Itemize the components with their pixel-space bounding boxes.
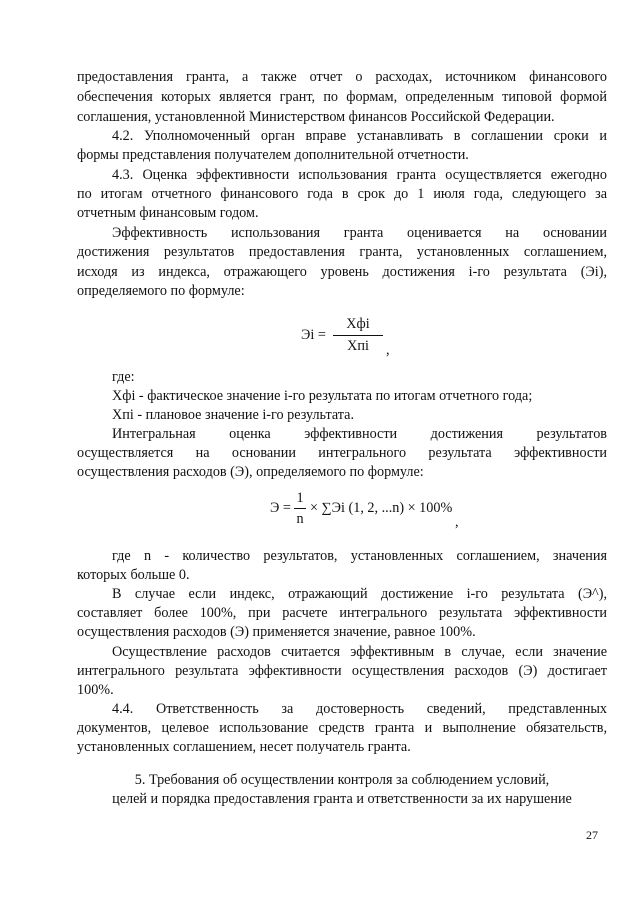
fraction-bar <box>333 335 383 336</box>
page-number: 27 <box>586 828 598 842</box>
formula-denominator: n <box>296 511 304 527</box>
text-line: определяемого по формуле: <box>77 283 245 299</box>
formula-lhs: Э = <box>270 500 291 516</box>
text-line: предоставления гранта, а также отчет о расходах, источником финансового <box>77 69 607 85</box>
text-line: Хфi - фактическое значение i-го результата по итогам отчетного года; <box>112 388 533 404</box>
text-line: Осуществление расходов считается эффективным в случае, если значение <box>112 644 607 660</box>
text-line: интегрального результата эффективности осуществления расходов (Э) достигает <box>77 663 607 679</box>
text-line: установленных соглашением, несет получатель гранта. <box>77 739 411 755</box>
text-line: составляет более 100%, при расчете интегрального результата эффективности <box>77 605 607 621</box>
fraction-bar <box>294 508 306 509</box>
text-line: Интегральная оценка эффективности достижения результатов <box>112 426 607 442</box>
text-line: достижения результатов предоставления гранта, установленных соглашением, <box>77 244 607 260</box>
formula-rest: × ∑Эi (1, 2, ...n) × 100% <box>310 500 453 516</box>
text-line: по итогам отчетного финансового года в срок до 1 июля года, следующего за <box>77 186 607 202</box>
text-line: осуществления расходов (Э) применяется значение, равное 100%. <box>77 624 476 640</box>
section-heading-line-1: 5. Требования об осуществлении контроля за соблюдением условий, <box>134 772 550 788</box>
text-line: В случае если индекс, отражающий достижение i-го результата (Э^), <box>112 586 607 602</box>
paragraph-4-3: 4.3. Оценка эффективности использования гранта осуществляется ежегодно <box>112 167 607 183</box>
formula-trail: , <box>386 342 390 358</box>
formula-numerator: 1 <box>296 490 304 506</box>
text-line: исходя из индекса, отражающего уровень достижения i-го результата (Эi), <box>77 264 607 280</box>
formula-numerator: Хфi <box>346 316 370 332</box>
text-line: осуществления расходов (Э), определяемого по формуле: <box>77 464 424 480</box>
text-line: Эффективность использования гранта оценивается на основании <box>112 225 607 241</box>
paragraph-4-2: 4.2. Уполномоченный орган вправе устанавливать в соглашении сроки и <box>112 128 607 144</box>
text-line: отчетным финансовым годом. <box>77 205 259 221</box>
text-line: 100%. <box>77 682 114 698</box>
text-line: документов, целевое использование средств гранта и выполнение обязательств, <box>77 720 607 736</box>
text-line: соглашения, установленной Министерством финансов Российской Федерации. <box>77 109 555 125</box>
text-line: формы представления получателем дополнительной отчетности. <box>77 147 469 163</box>
text-line: которых больше 0. <box>77 567 190 583</box>
formula-denominator: Хпi <box>347 338 369 354</box>
text-line: обеспечения которых является грант, по формам, определенным типовой формой <box>77 89 607 105</box>
formula-trail: , <box>455 514 459 530</box>
text-line: Хпi - плановое значение i-го результата. <box>112 407 354 423</box>
text-line: где n - количество результатов, установленных соглашением, значения <box>112 548 607 564</box>
section-heading-line-2: целей и порядка предоставления гранта и ответственности за их нарушение <box>112 791 572 807</box>
text-line: где: <box>112 369 135 385</box>
formula-lhs: Эi = <box>301 327 326 343</box>
paragraph-4-4: 4.4. Ответственность за достоверность сведений, представленных <box>112 701 607 717</box>
text-line: осуществляется на основании интегрального результата эффективности <box>77 445 607 461</box>
